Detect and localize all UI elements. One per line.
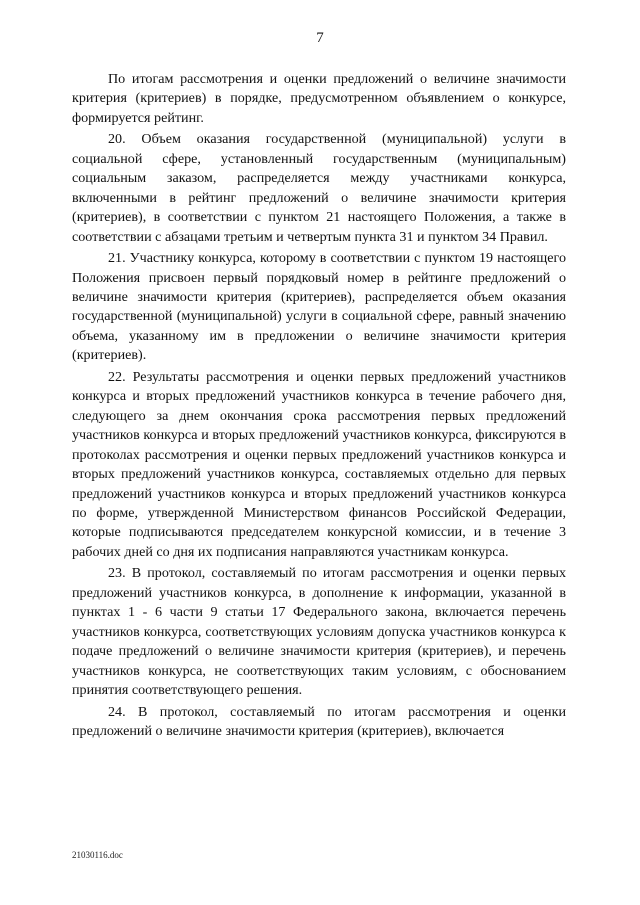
- paragraph-21: 21. Участнику конкурса, которому в соответствии с пунктом 19 настоящего Положения присвоен первый порядковый номер в рейтинге предложений о величине значимости критерия (критериев), распределяется объем оказания государственной (муниципальной) услуги в социальной сфере, равный значению объема, указанному им в предложении о величине значимости критерия (критериев).: [72, 250, 566, 364]
- document-body: [72, 70, 566, 741]
- paragraph-22: 22. Результаты рассмотрения и оценки первых предложений участников конкурса и вторых предложений участников конкурса в течение рабочего дня, следующего за днем окончания срока рассмотрения первых предложений участников конкурса и вторых предложений участников конкурса, фиксируются в протоколах рассмотрения и оценки первых предложений участников конкурса и вторых предложений участников конкурса, составляемых отдельно для первых предложений участников конкурса и вторых предложений участников конкурса по форме, утвержденной Министерством финансов Российской Федерации, которые подписываются председателем конкурсной комиссии, и в течение 3 рабочих дней со дня их подписания направляются участникам конкурса.: [72, 368, 566, 560]
- paragraph-rating-formation: По итогам рассмотрения и оценки предложений о величине значимости критерия (критериев) в порядке, предусмотренном объявлением о конкурсе, формируется рейтинг.: [72, 71, 566, 126]
- paragraph-20: 20. Объем оказания государственной (муниципальной) услуги в социальной сфере, установленный государственным (муниципальным) социальным заказом, распределяется между участниками конкурса, включенными в рейтинг предложений о величине значимости критерия (критериев), в соответствии с пунктом 21 настоящего Положения, а также в соответствии с абзацами третьим и четвертым пункта 31 и пунктом 34 Правил.: [72, 131, 566, 245]
- paragraph-23: 23. В протокол, составляемый по итогам рассмотрения и оценки первых предложений участников конкурса, в дополнение к информации, указанной в пунктах 1 - 6 части 9 статьи 17 Федерального закона, включается перечень участников конкурса, соответствующих условиям допуска участников конкурса к подаче предложений о величине значимости критерия (критериев), и перечень участников конкурса, не соответствующих таким условиям, с обоснованием принятия соответствующего решения.: [72, 565, 566, 699]
- document-code: 21030116.doc: [72, 850, 123, 860]
- paragraph-24: 24. В протокол, составляемый по итогам рассмотрения и оценки предложений о величине значимости критерия (критериев), включается: [72, 703, 566, 739]
- page-number: 7: [316, 30, 324, 46]
